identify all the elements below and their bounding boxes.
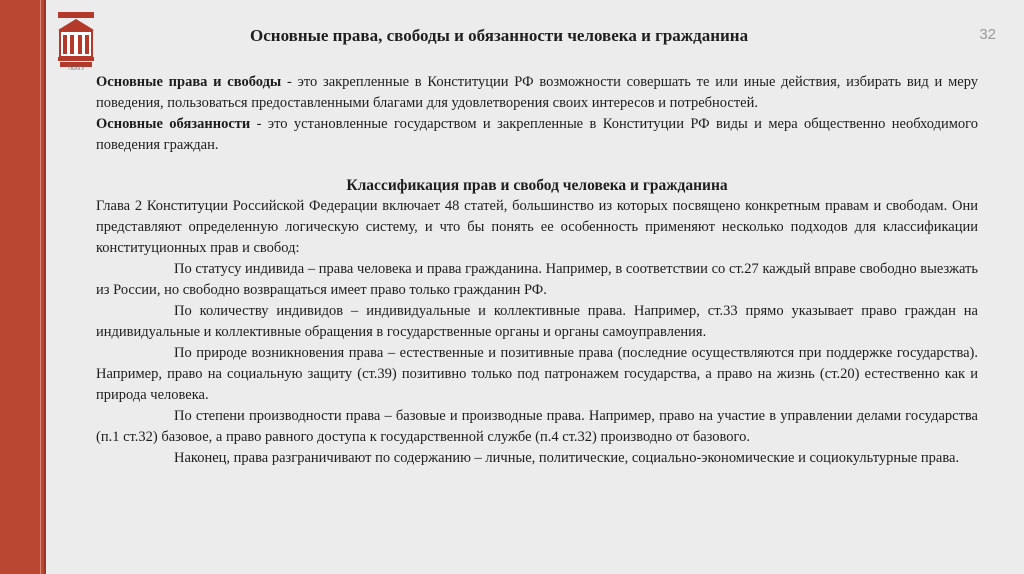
section-heading: Классификация прав и свобод человека и гражданина: [346, 177, 728, 194]
university-logo-icon: [54, 10, 98, 68]
definition-text: - это закрепленные в Конституции РФ возможности совершать те или иные действия, избирать вид и меру поведения, пользоваться предоставленными благами для удовлетворения своих интересов и потребностей.: [96, 74, 978, 111]
definition-term: Основные права и свободы: [96, 74, 282, 90]
classification-item: По статусу индивида – права человека и права гражданина. Например, в соответствии со ст.27 каждый вправе свободно выезжать из России, но свободно возвращаться имеет право только гражданин РФ.: [96, 261, 978, 298]
classification-item: Наконец, права разграничивают по содержанию – личные, политические, социально-экономические и социокультурные права.: [174, 450, 960, 466]
definition-text: - это установленные государством и закрепленные в Конституции РФ виды и мера общественно необходимого поведения граждан.: [96, 116, 978, 153]
definition-rights: [96, 72, 978, 114]
logo-caption: ТЮЛГУ: [67, 66, 85, 72]
left-accent-bar: [0, 0, 46, 574]
slide-title: Основные права, свободы и обязанности человека и гражданина: [250, 26, 749, 45]
classification-intro: Глава 2 Конституции Российской Федерации включает 48 статей, большинство из которых посвящено конкретным правам и свободам. Они представляют определенную логическую систему, и что бы понять ее особенность применяют несколько подходов для классификации конституционных прав и свобод:: [96, 198, 978, 256]
definition-term: Основные обязанности: [96, 116, 251, 132]
page-number: 32: [979, 26, 996, 43]
slide-content: [96, 72, 978, 469]
classification-item: По природе возникновения права – естественные и позитивные права (последние осуществляются при поддержке государства). Например, право на социальную защиту (ст.39) позитивно только под патронажем государства, а право на жизнь (ст.20) естественно как и природа человека.: [96, 345, 978, 403]
definition-duties: [96, 114, 978, 156]
classification-item: По степени производности права – базовые и производные права. Например, право на участие в управлении делами государства (п.1 ст.32) базовое, а право равного доступа к государственной службе (п.4 ст.32) производно от базового.: [96, 408, 978, 445]
classification-item: По количеству индивидов – индивидуальные и коллективные права. Например, ст.33 прямо указывает право граждан на индивидуальные и коллективные обращения в государственные органы и органы самоуправления.: [96, 303, 978, 340]
